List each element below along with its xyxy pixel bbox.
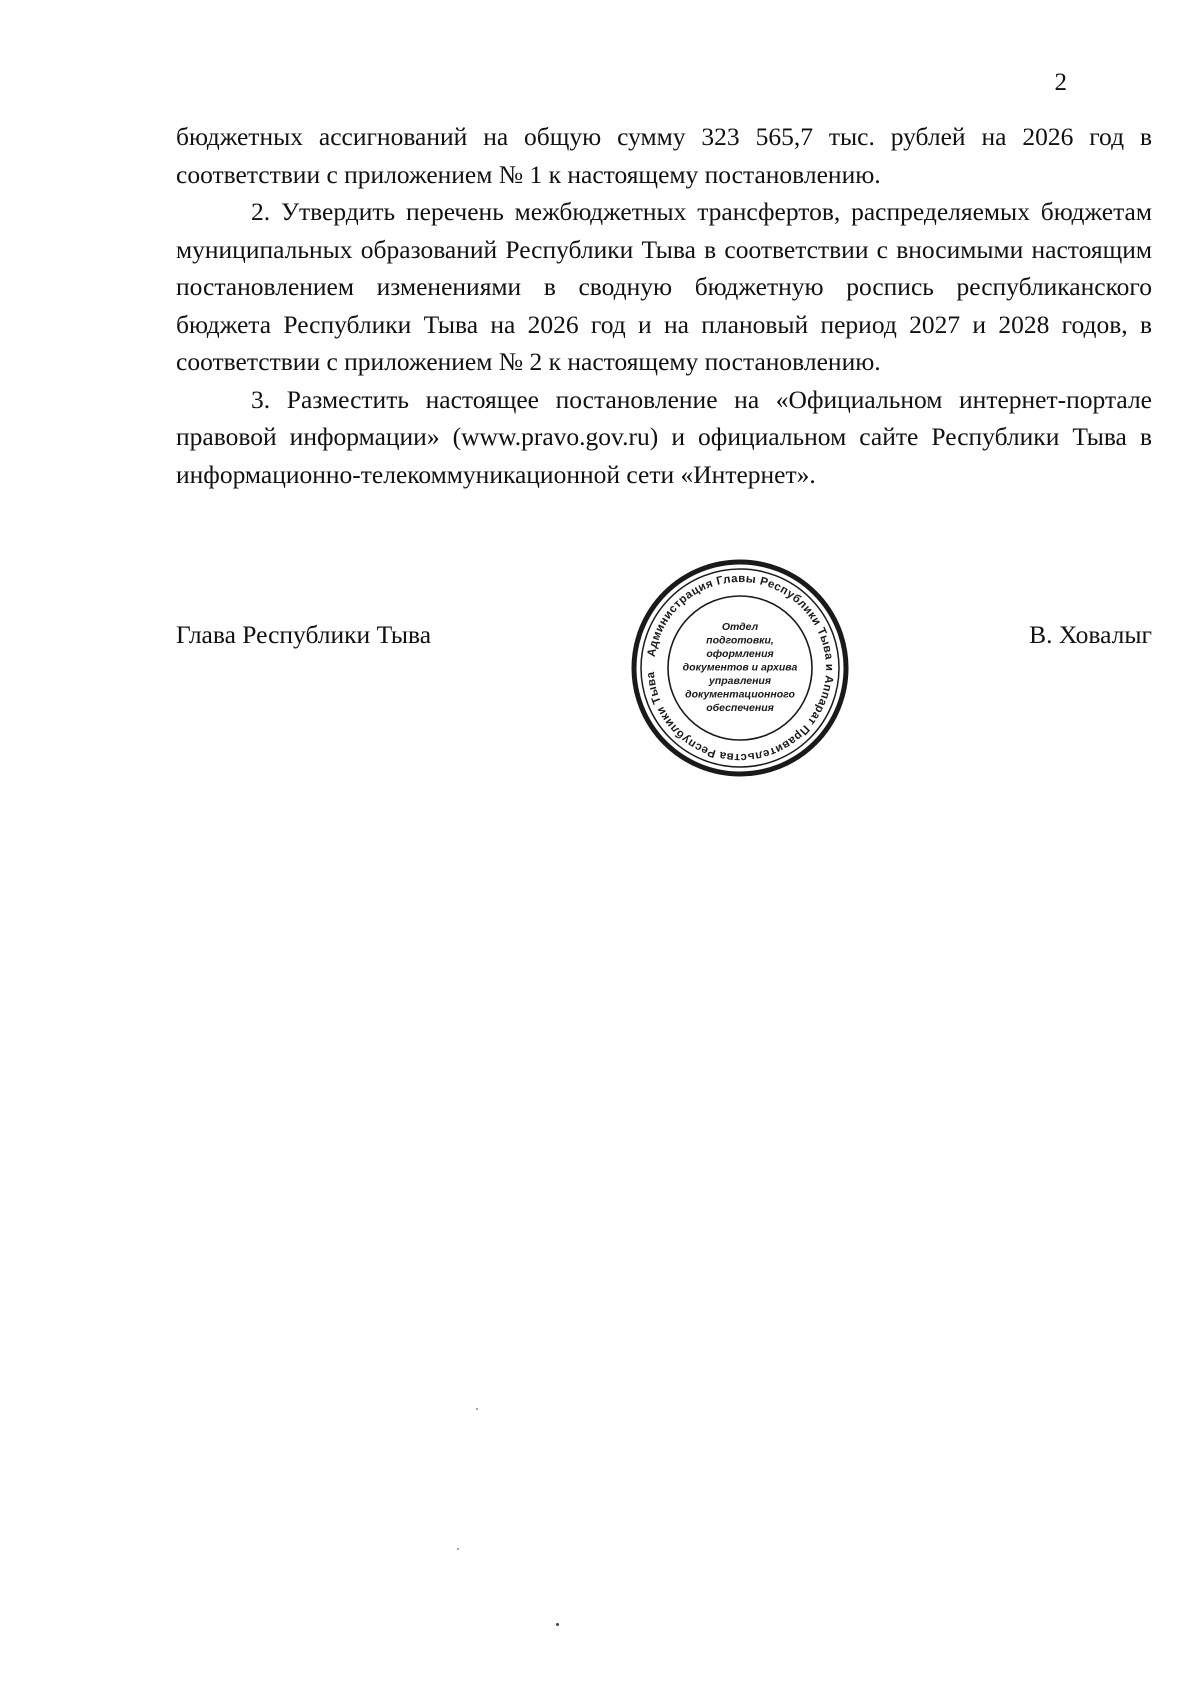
seal-center-line: документационного: [685, 688, 795, 701]
official-seal-stamp: [630, 558, 850, 778]
paragraph-continuation: бюджетных ассигнований на общую сумму 323 565,7 тыс. рублей на 2026 год в соответствии с приложением № 1 к настоящему постановлению.: [176, 122, 1152, 189]
seal-graphic: [630, 558, 850, 778]
seal-ring-text: Администрация Главы Республики Тыва и Аппарат Правительства Республики Тыва: [645, 572, 836, 764]
scan-speck: [457, 1548, 459, 1550]
document-body: [176, 118, 1152, 493]
seal-center-line: обеспечения: [706, 702, 774, 714]
seal-center-line: подготовки,: [706, 634, 774, 647]
signatory-name: В. Ховалыг: [1029, 620, 1152, 649]
seal-center-line: оформления: [706, 648, 774, 660]
scan-speck: [556, 1623, 559, 1626]
scan-speck: [476, 1408, 478, 1410]
page-number: 2: [1054, 69, 1067, 96]
paragraph-item-3: 3. Разместить настоящее постановление на «Официальном интернет-портале правовой информации» (www.pravo.gov.ru) и официальном сайте Республики Тыва в информационно-телекоммуникационной сети «Интернет».: [176, 384, 1152, 489]
paragraph-item-2: 2. Утвердить перечень межбюджетных трансфертов, распределяемых бюджетам муниципальных образований Республики Тыва в соответствии с вносимыми настоящим постановлением изменениями в сводную бюджетную роспись республиканского бюджета Республики Тыва на 2026 год и на плановый период 2027 и 2028 годов, в соответствии с приложением № 2 к настоящему постановлению.: [176, 197, 1152, 376]
seal-center-line: управления: [708, 675, 772, 687]
seal-center-line: Отдел: [721, 621, 759, 633]
signatory-position: Глава Республики Тыва: [176, 620, 432, 649]
seal-center-line: документов и архива: [682, 661, 798, 674]
seal-center-text: [683, 621, 798, 714]
